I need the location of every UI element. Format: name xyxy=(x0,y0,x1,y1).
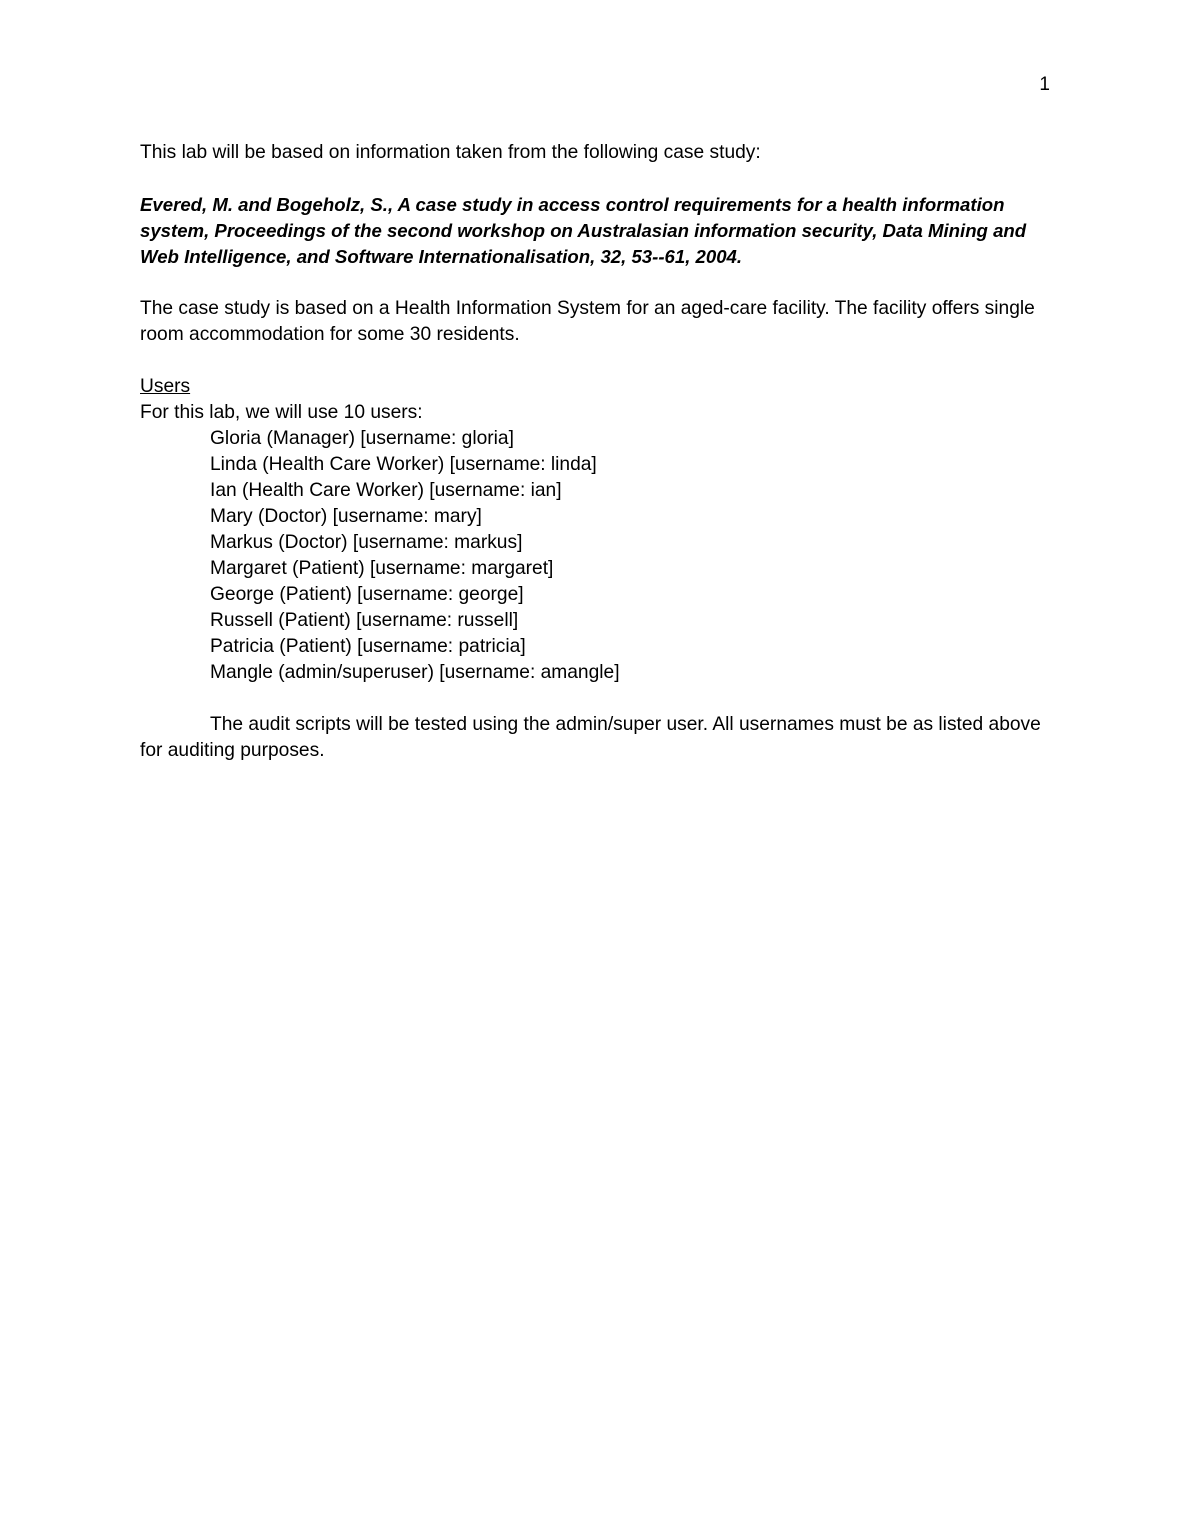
citation-paragraph: Evered, M. and Bogeholz, S., A case study in access control requirements for a health information system, Proceedings of the second workshop on Australasian information security, Data Mining and Web Intelligence, and Software Internationalisation, 32, 53--61, 2004. xyxy=(140,194,1027,267)
list-item: Ian (Health Care Worker) [username: ian] xyxy=(210,480,562,501)
spacer xyxy=(140,348,1052,374)
list-item: Mary (Doctor) [username: mary] xyxy=(210,506,482,527)
list-item: George (Patient) [username: george] xyxy=(210,584,524,605)
list-item: Linda (Health Care Worker) [username: linda] xyxy=(210,454,597,475)
case-study-paragraph: The case study is based on a Health Information System for an aged-care facility. The facility offers single room accommodation for some 30 residents. xyxy=(140,298,1035,345)
audit-note-paragraph: The audit scripts will be tested using the admin/super user. All usernames must be as listed above for auditing purposes. xyxy=(140,714,1041,761)
user-list xyxy=(140,426,1052,686)
document-body xyxy=(140,140,1052,764)
spacer xyxy=(140,270,1052,296)
list-item: Markus (Doctor) [username: markus] xyxy=(210,532,523,553)
list-item: Russell (Patient) [username: russell] xyxy=(210,610,519,631)
spacer xyxy=(140,686,1052,712)
users-heading-line xyxy=(140,374,1052,400)
list-item: Margaret (Patient) [username: margaret] xyxy=(210,558,554,579)
page-number: 1 xyxy=(1039,74,1050,95)
list-item: Patricia (Patient) [username: patricia] xyxy=(210,636,526,657)
list-item: Gloria (Manager) [username: gloria] xyxy=(210,428,514,449)
spacer xyxy=(140,166,1052,192)
users-heading: Users xyxy=(140,376,191,397)
users-intro: For this lab, we will use 10 users: xyxy=(140,402,423,423)
list-item: Mangle (admin/superuser) [username: amangle] xyxy=(210,662,620,683)
intro-paragraph: This lab will be based on information taken from the following case study: xyxy=(140,142,761,163)
